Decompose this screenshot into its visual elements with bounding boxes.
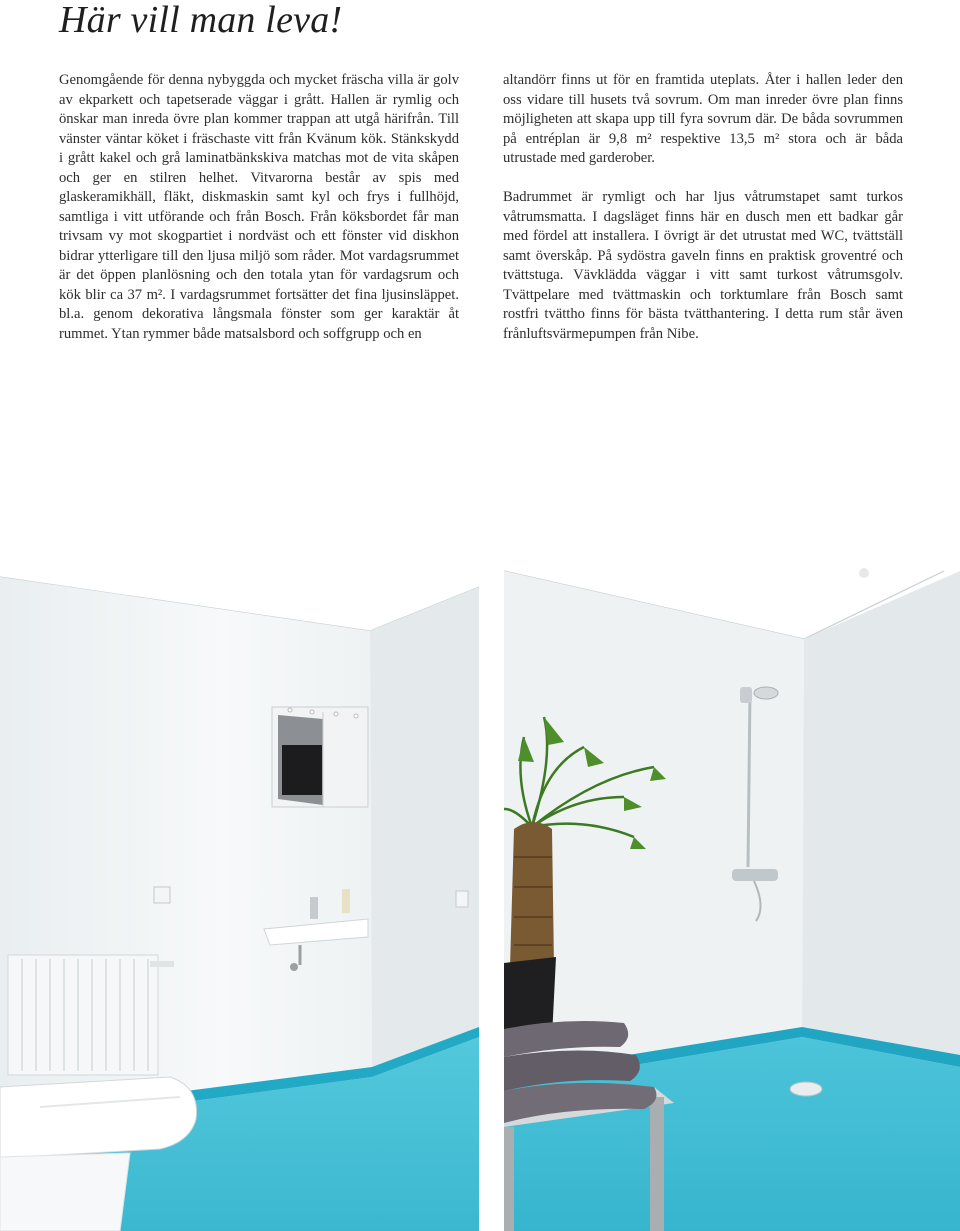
bathroom-photo-sink xyxy=(0,567,479,1231)
body-text-right-column xyxy=(503,71,903,364)
bathroom-photo-shower xyxy=(504,567,960,1231)
paragraph: Genomgående för denna nybyggda och mycket fräscha villa är golv av ekparkett och tapetserade väggar i grått. Hallen är rymlig och önskar man inreda övre plan kommer trappan att utgå härifrån. Till vänster väntar köket i fräschaste vitt från Kvänum kök. Stänkskydd i grått kakel och grå laminatbänkskiva matchas mot de vita skåpen och ger en stilren helhet. Vitvarorna består av spis med glaskeramikhäll, fläkt, diskmaskin samt kyl och frys i fullhöjd, samtliga i vitt utförande och från Bosch. Från köksbordet får man trivsam vy mot skogpartiet i nordväst och ett fönster vid diskhon bidrar ytterligare till den ljusa miljö som råder. Mot vardagsrummet är det öppen planlösning och den totala ytan för vardagsrum och kök blir ca 37 m². I vardagsrummet fortsätter det fina ljusinsläppet. bl.a. genom dekorativa långsmala fönster som ger karaktär åt rummet. Ytan rymmer både matsalsbord och soffgrupp och en xyxy=(59,72,459,342)
paragraph: Badrummet är rymligt och har ljus våtrumstapet samt turkos våtrumsmatta. I dagsläget finns här en dusch men ett badkar går med fördel att installera. I övrigt är det utrustat med WC, tvättställ samt överskåp. På sydöstra gaveln finns en praktisk groventré och tvättstuga. Vävklädda väggar i vitt samt turkost våtrumsgolv. Tvättpelare med tvättmaskin och torktumlare från Bosch samt rostfri tvättho finns för bästa tvätthantering. I detta rum står även frånluftsvärmepumpen från Nibe. xyxy=(503,189,903,342)
page-title: Här vill man leva! xyxy=(59,0,343,41)
body-text-left-column xyxy=(59,71,459,364)
paragraph: altandörr finns ut för en framtida uteplats. Åter i hallen leder den oss vidare till husets två sovrum. Om man inreder övre plan finns möjligheten att skapa upp till fyra sovrum där. De båda sovrummen på entréplan är 9,8 m² respektive 13,5 m² stora och är båda utrustade med garderober. xyxy=(503,72,903,166)
